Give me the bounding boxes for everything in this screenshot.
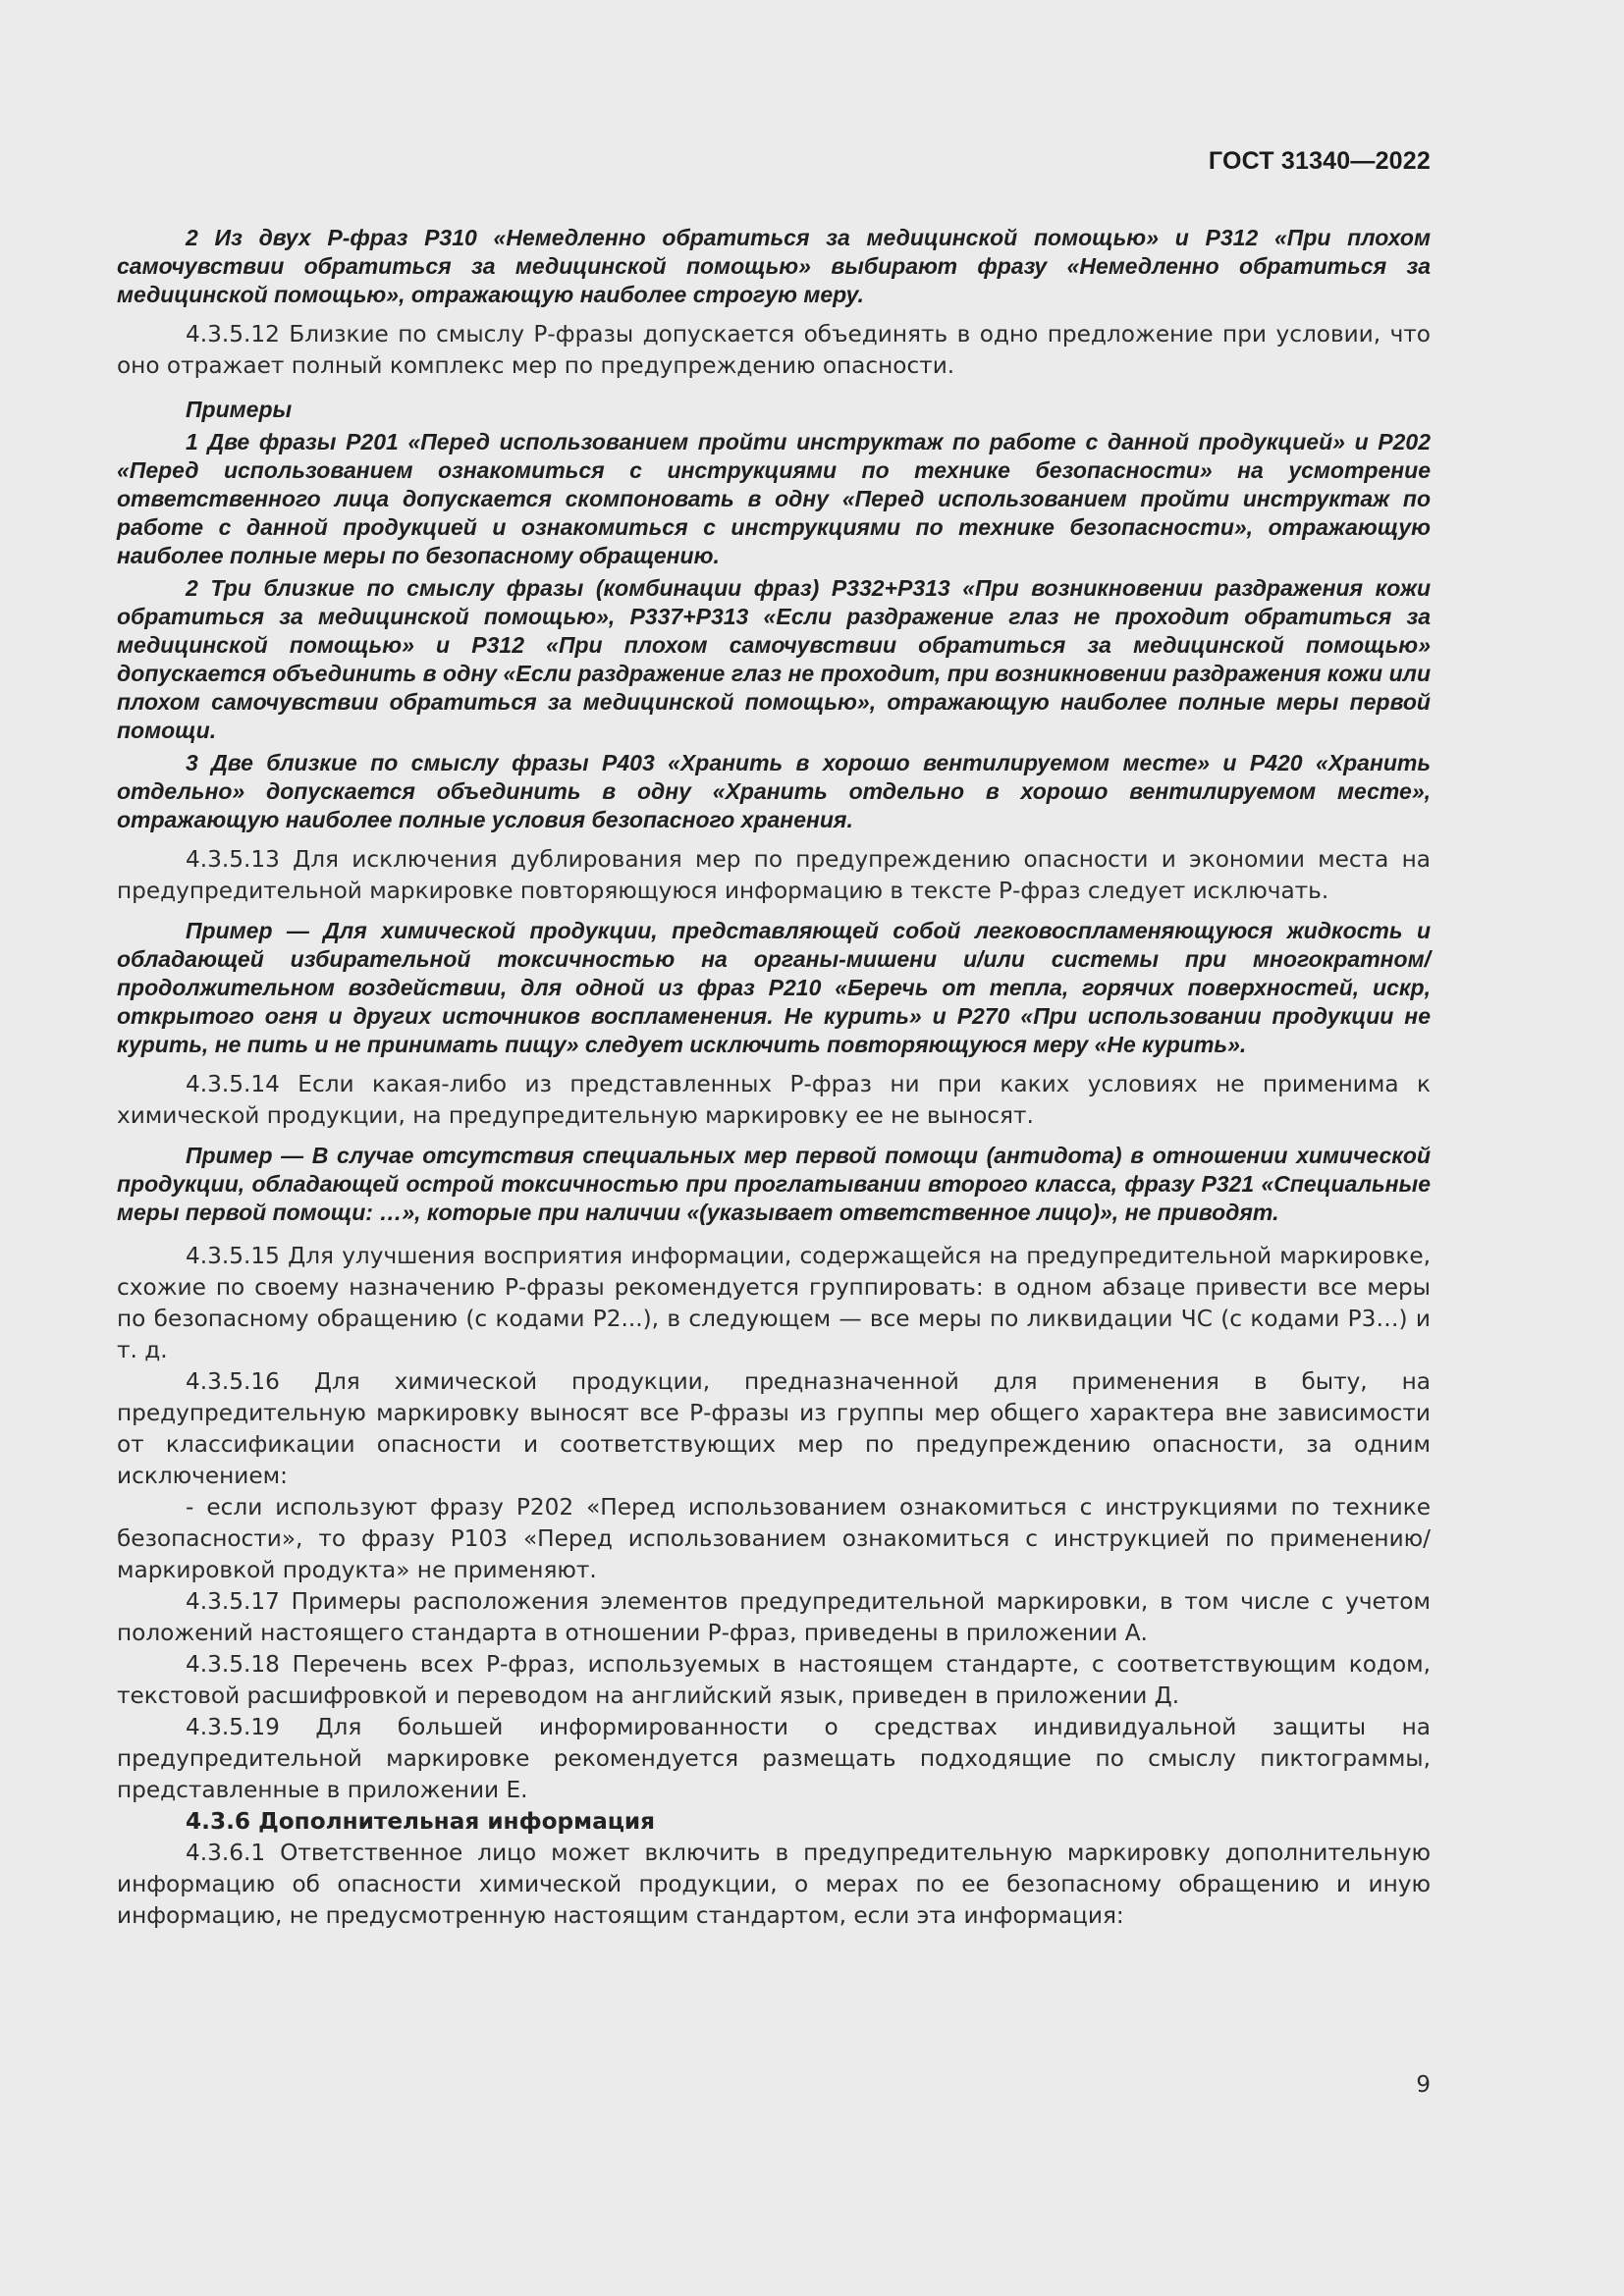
example-1-p201-p202: 1 Две фразы Р201 «Перед использованием пройти инструктаж по работе с данной продукцией» и Р202 «Перед использованием ознакомиться с инструкциями по технике безопасности» на усмотрение ответственного лица допускается скомпоновать в одну «Перед использованием пройти инструктаж по работе с данной продукцией и ознакомиться с инструкциями по технике безопасности», отражающую наиболее полные меры по безопасному обращению. bbox=[117, 429, 1431, 568]
document-standard-id: ГОСТ 31340—2022 bbox=[1208, 147, 1431, 175]
clause-4-3-5-15: 4.3.5.15 Для улучшения восприятия информации, содержащейся на предупредительной маркировке, схожие по своему назначению Р-фразы рекомендуется группировать: в одном абзаце привести все меры по безопасному обращению (с кодами Р2...), в следующем — все меры по ликвидации ЧС (с кодами Р3…) и т. д. bbox=[117, 1243, 1431, 1363]
examples-label: Примеры bbox=[186, 397, 293, 422]
clause-4-3-5-16: 4.3.5.16 Для химической продукции, предназначенной для применения в быту, на предупредительную маркировку выносят все Р-фразы из группы мер общего характера вне зависимости от классификации опасности и соответствующих мер по предупреждению опасности, за одним исключением: bbox=[117, 1368, 1431, 1489]
example-clause-4-3-5-13: Пример — Для химической продукции, представляющей собой легковоспламеняющуюся жидкость и обладающей избирательной токсичностью на органы-мишени и/или системы при многократном/продолжительном воздействии, для одной из фраз Р210 «Беречь от тепла, горячих поверхностей, искр, открытого огня и других источников воспламенения. Не курить» и Р270 «При использовании продукции не курить, не пить и не принимать пищу» следует исключить повторяющуюся меру «Не курить». bbox=[117, 918, 1431, 1057]
page-number: 9 bbox=[1416, 2072, 1431, 2098]
clause-4-3-5-13: 4.3.5.13 Для исключения дублирования мер по предупреждению опасности и экономии места на предупредительной маркировке повторяющуюся информацию в тексте Р-фраз следует исключать. bbox=[117, 846, 1431, 904]
example-3-p403-p420: 3 Две близкие по смыслу фразы Р403 «Хранить в хорошо вентилируемом месте» и Р420 «Хранить отдельно» допускается объединить в одну «Хранить отдельно в хорошо вентилируемом месте», отражающую наиболее полные условия безопасного хранения. bbox=[117, 750, 1431, 832]
example-clause-4-3-5-14: Пример — В случае отсутствия специальных мер первой помощи (антидота) в отношении химической продукции, обладающей острой токсичностью при проглатывании второго класса, фразу Р321 «Специальные меры первой помощи: …», которые при наличии «(указывает ответственное лицо)», не приводят. bbox=[117, 1143, 1431, 1225]
note-p310-vs-p312: 2 Из двух Р-фраз Р310 «Немедленно обратиться за медицинской помощью» и Р312 «При плохом самочувствии обратиться за медицинской помощью» выбирают фразу «Немедленно обратиться за медицинской помощью», отражающую наиболее строгую меру. bbox=[117, 225, 1431, 307]
clause-4-3-5-18: 4.3.5.18 Перечень всех Р-фраз, используемых в настоящем стандарте, с соответствующим кодом, текстовой расшифровкой и переводом на английский язык, приведен в приложении Д. bbox=[117, 1651, 1431, 1709]
clause-4-3-5-19: 4.3.5.19 Для большей информированности о средствах индивидуальной защиты на предупредительной маркировке рекомендуется размещать подходящие по смыслу пиктограммы, представленные в приложении Е. bbox=[117, 1714, 1431, 1803]
section-heading-4-3-6: 4.3.6 Дополнительная информация bbox=[186, 1808, 656, 1835]
document-body bbox=[117, 224, 1431, 1932]
clause-4-3-5-16-list-item: - если используют фразу Р202 «Перед использованием ознакомиться с инструкциями по технике безопасности», то фразу Р103 «Перед использованием ознакомиться с инструкцией по применению/маркировкой продукта» не применяют. bbox=[117, 1494, 1431, 1583]
example-2-p332-p337-p312: 2 Три близкие по смыслу фразы (комбинации фраз) Р332+Р313 «При возникновении раздражения кожи обратиться за медицинской помощью», Р337+Р313 «Если раздражение глаз не проходит обратиться за медицинской помощью» и Р312 «При плохом самочувствии обратиться за медицинской помощью» допускается объединить в одну «Если раздражение глаз не проходит, при возникновении раздражения кожи или плохом самочувствии обратиться за медицинской помощью», отражающую наиболее полные меры первой помощи. bbox=[117, 575, 1431, 743]
clause-4-3-6-1: 4.3.6.1 Ответственное лицо может включить в предупредительную маркировку дополнительную информацию об опасности химической продукции, о мерах по ее безопасному обращению и иную информацию, не предусмотренную настоящим стандартом, если эта информация: bbox=[117, 1840, 1431, 1929]
clause-4-3-5-17: 4.3.5.17 Примеры расположения элементов предупредительной маркировки, в том числе с учетом положений настоящего стандарта в отношении Р-фраз, приведены в приложении А. bbox=[117, 1588, 1431, 1646]
clause-4-3-5-12: 4.3.5.12 Близкие по смыслу Р-фразы допускается объединять в одно предложение при условии, что оно отражает полный комплекс мер по предупреждению опасности. bbox=[117, 321, 1431, 379]
clause-4-3-5-14: 4.3.5.14 Если какая-либо из представленных Р-фраз ни при каких условиях не применима к химической продукции, на предупредительную маркировку ее не выносят. bbox=[117, 1071, 1431, 1129]
